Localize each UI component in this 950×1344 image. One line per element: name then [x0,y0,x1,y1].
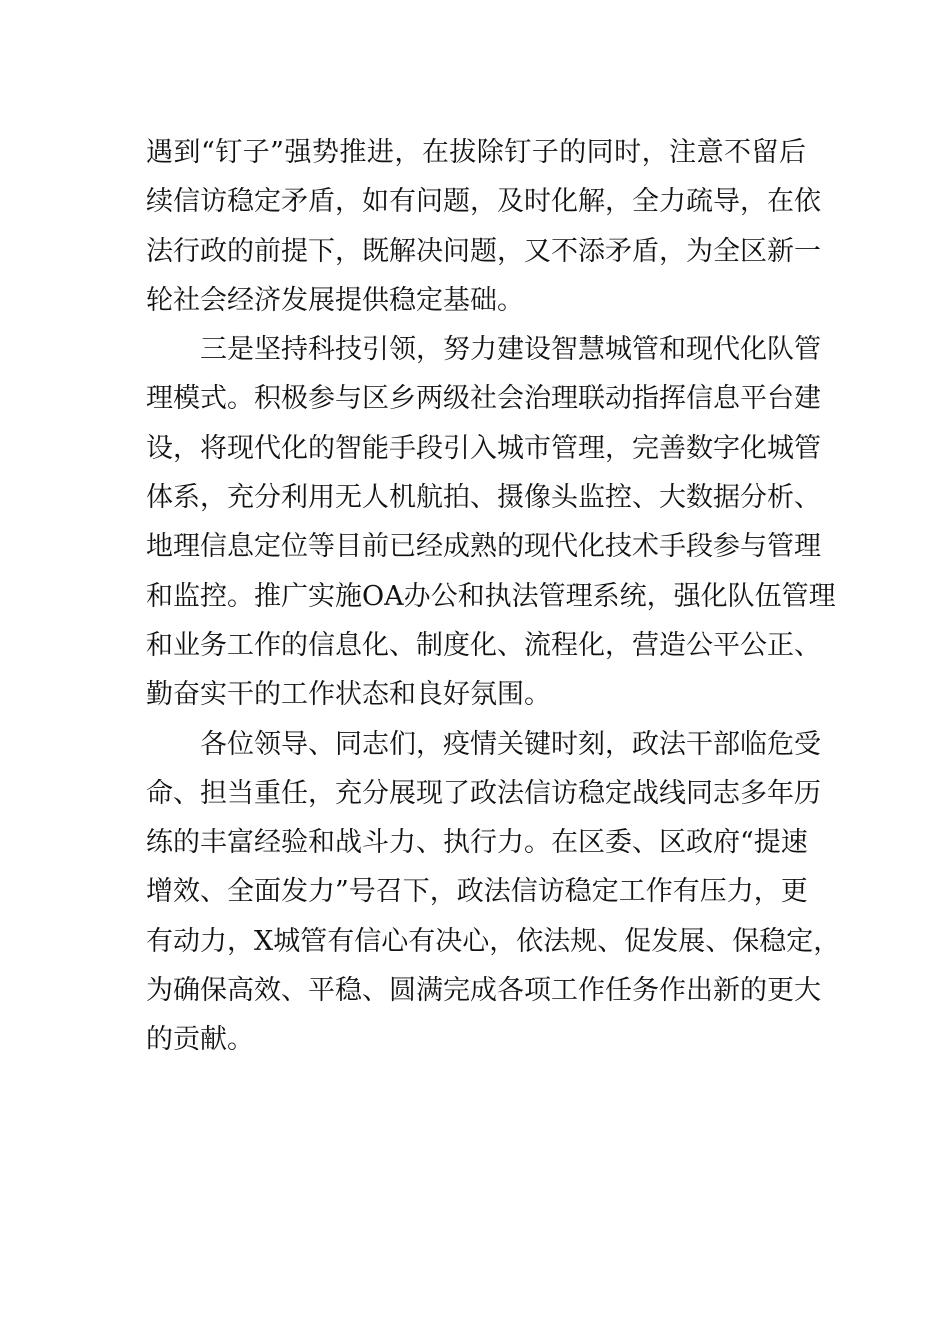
text-line: 为确保高效、平稳、圆满完成各项工作任务作出新的更大 [146,975,821,1007]
paragraph-3 [146,720,841,1065]
text-line: 续信访稳定矛盾，如有问题，及时化解，全力疏导，在依 [146,186,821,218]
text-line: 勤奋实干的工作状态和良好氛围。 [146,679,551,711]
text-line: 命、担当重任，充分展现了政法信访稳定战线同志多年历 [146,777,821,809]
text-line: 各位领导、同志们，疫情关键时刻，政法干部临危受 [200,728,821,760]
text-line: 的贡献。 [146,1024,254,1056]
text-line: 设，将现代化的智能手段引入城市管理，完善数字化城管 [146,432,821,464]
document-body [146,128,841,1065]
text-line: 遇到“钉子”强势推进，在拔除钉子的同时，注意不留后 [146,137,806,168]
paragraph-1 [146,128,821,325]
text-line: 有动力，X城管有信心有决心，依法规、促发展、保稳定， [146,925,841,957]
text-line: 和业务工作的信息化、制度化、流程化，营造公平公正、 [146,629,821,661]
text-line: 理模式。积极参与区乡两级社会治理联动指挥信息平台建 [146,383,821,415]
text-line: 和监控。推广实施OA办公和执法管理系统，强化队伍管理 [146,580,836,612]
paragraph-2 [146,325,836,719]
text-line: 三是坚持科技引领，努力建设智慧城管和现代化队管 [200,334,821,366]
text-line: 练的丰富经验和战斗力、执行力。在区委、区政府“提速 [146,827,808,859]
text-line: 增效、全面发力”号召下，政法信访稳定工作有压力，更 [146,876,808,908]
text-line: 地理信息定位等目前已经成熟的现代化技术手段参与管理 [146,531,821,563]
text-line: 轮社会经济发展提供稳定基础。 [146,284,524,316]
text-line: 体系，充分利用无人机航拍、摄像头监控、大数据分析、 [146,482,821,514]
text-line: 法行政的前提下，既解决问题，又不添矛盾，为全区新一 [146,235,821,267]
